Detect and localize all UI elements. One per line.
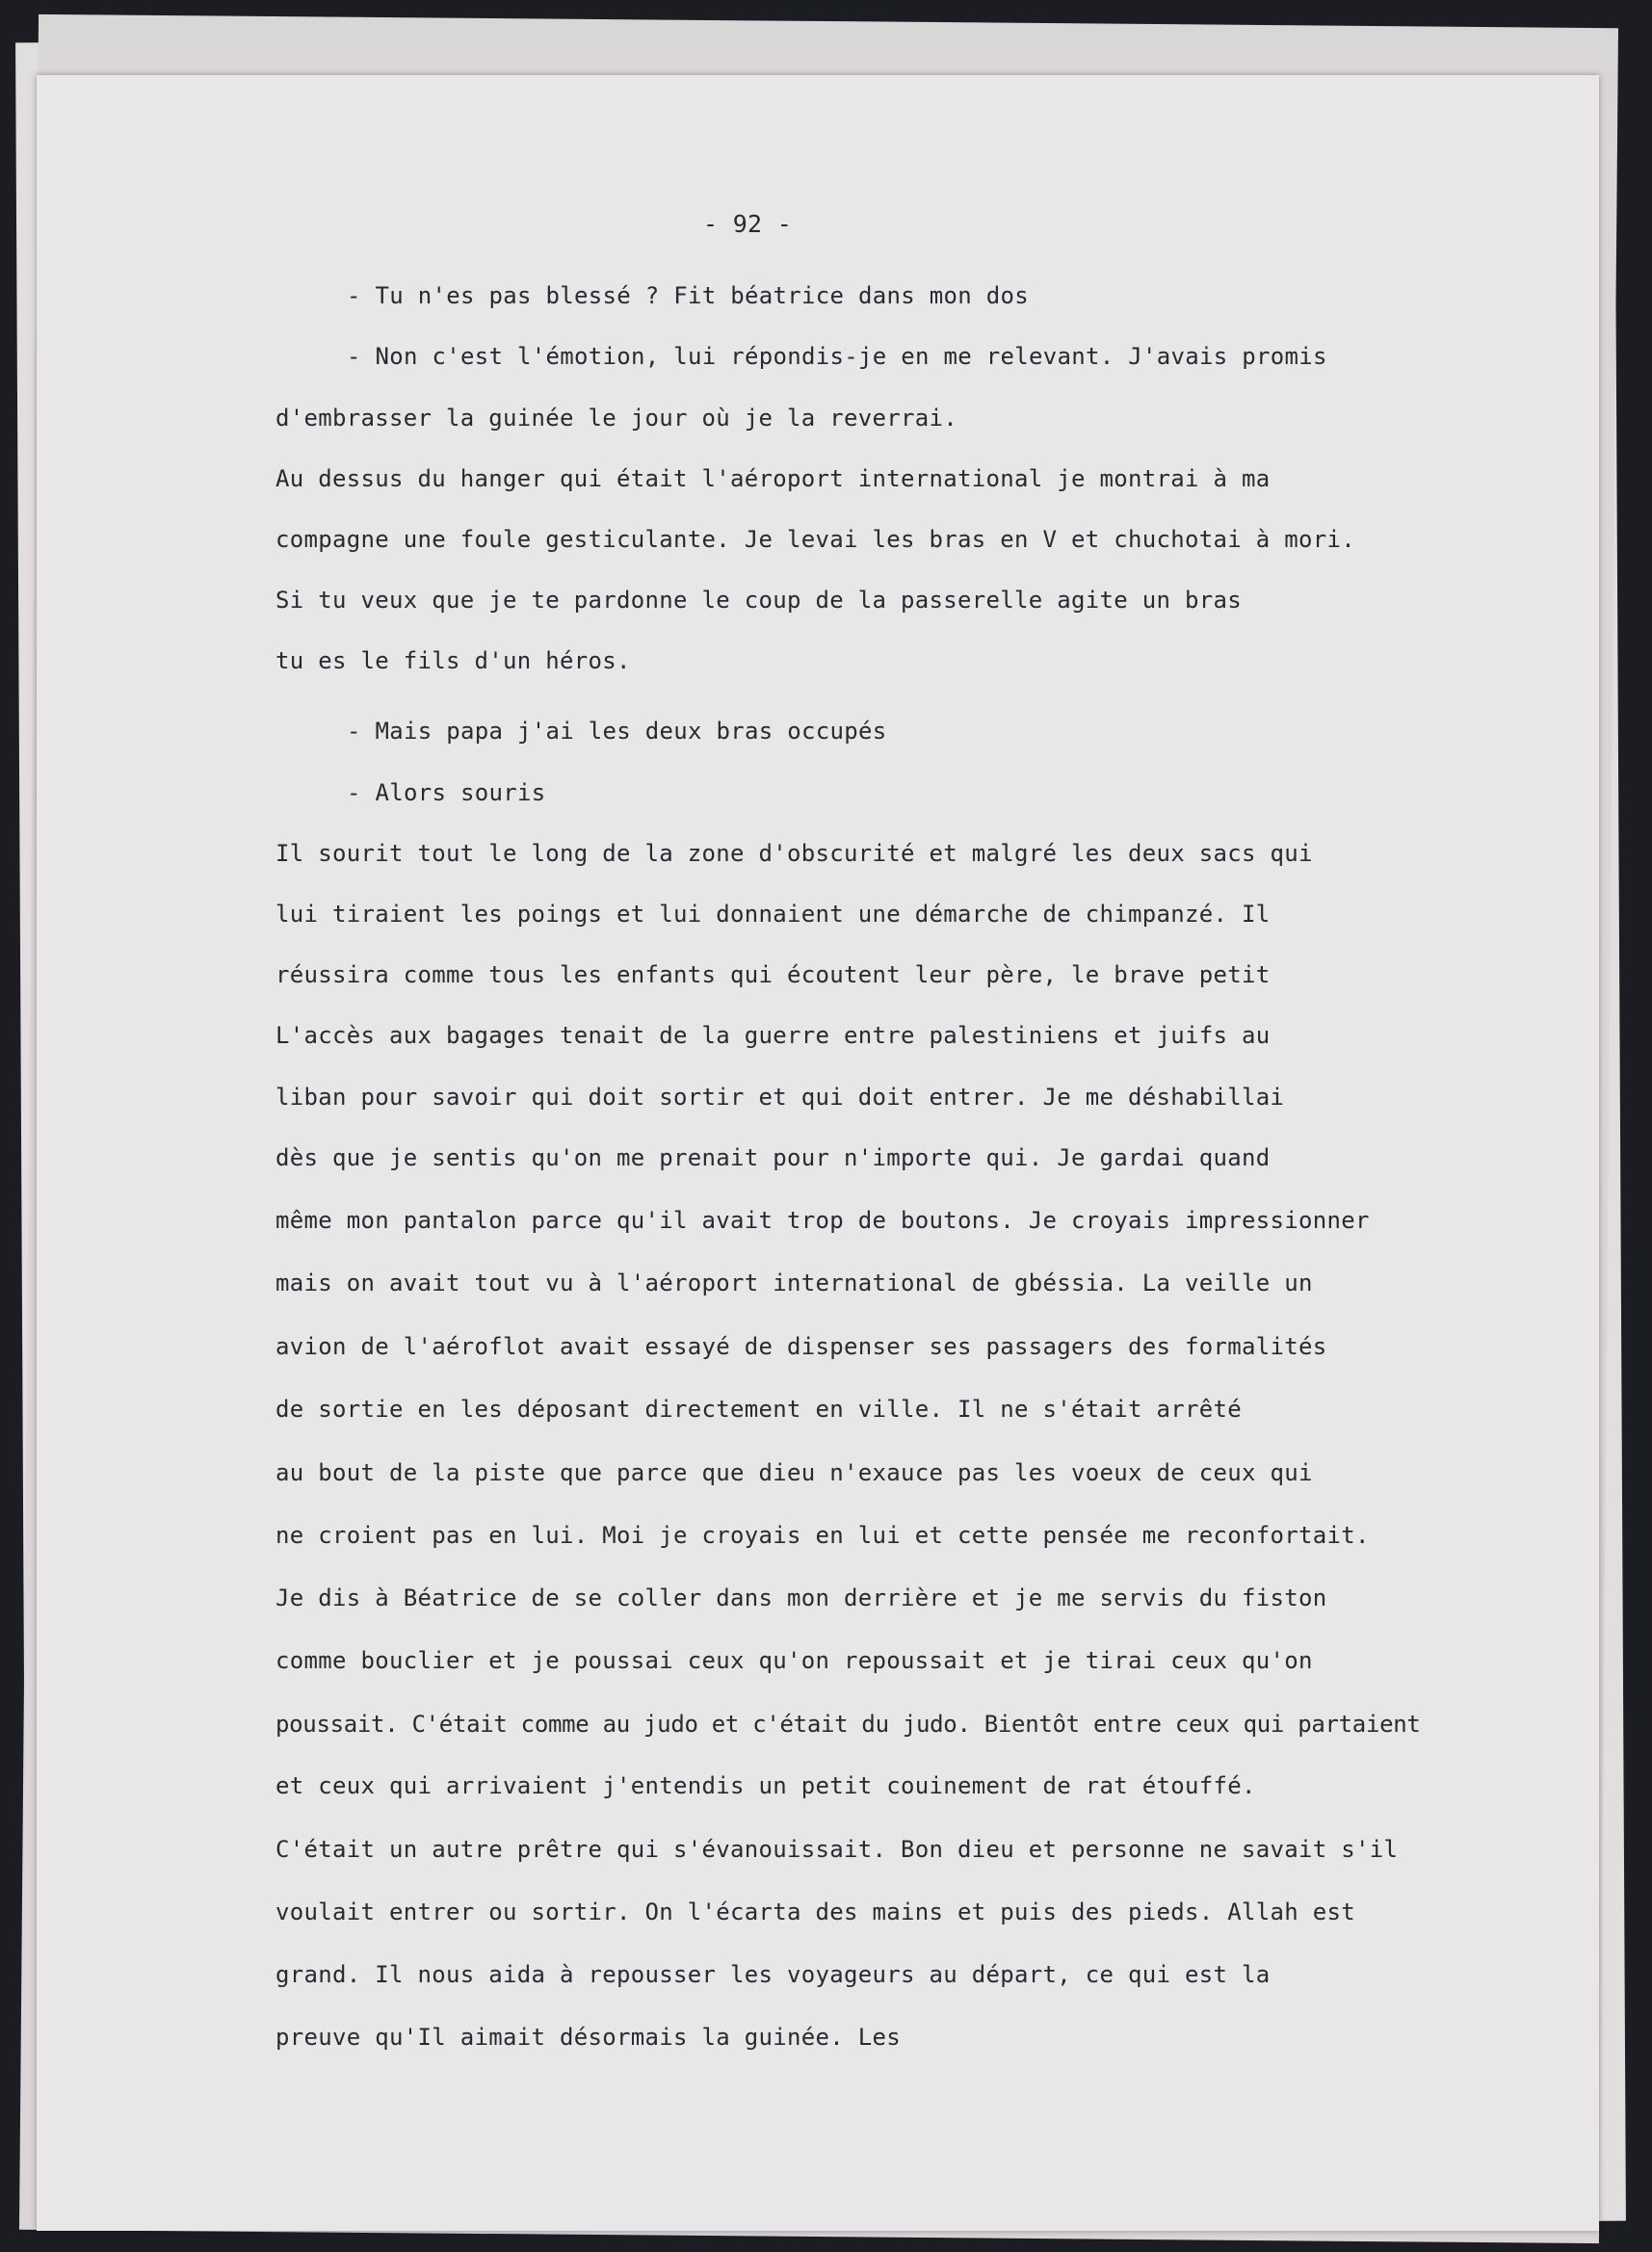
text-line: d'embrasser la guinée le jour où je la reverrai. xyxy=(275,405,957,432)
text-line: - Alors souris xyxy=(347,779,546,806)
text-line: voulait entrer ou sortir. On l'écarta des mains et puis des pieds. Allah est xyxy=(275,1898,1355,1925)
text-line: Si tu veux que je te pardonne le coup de la passerelle agite un bras xyxy=(275,587,1242,614)
text-line: réussira comme tous les enfants qui écoutent leur père, le brave petit xyxy=(275,961,1271,988)
text-line: Au dessus du hanger qui était l'aéroport international je montrai à ma xyxy=(275,465,1271,492)
text-line: - Tu n'es pas blessé ? Fit béatrice dans mon dos xyxy=(347,282,1029,309)
text-line: L'accès aux bagages tenait de la guerre entre palestiniens et juifs au xyxy=(275,1022,1271,1049)
text-line: preuve qu'Il aimait désormais la guinée. Les xyxy=(275,2024,901,2051)
text-line: compagne une foule gesticulante. Je levai les bras en V et chuchotai à mori. xyxy=(275,526,1355,553)
text-line: dès que je sentis qu'on me prenait pour n'importe qui. Je gardai quand xyxy=(275,1144,1271,1171)
text-line: même mon pantalon parce qu'il avait trop de boutons. Je croyais impressionner xyxy=(275,1207,1370,1234)
page-number: - 92 - xyxy=(703,210,793,238)
text-line: et ceux qui arrivaient j'entendis un petit couinement de rat étouffé. xyxy=(275,1772,1256,1799)
text-line: liban pour savoir qui doit sortir et qui doit entrer. Je me déshabillai xyxy=(275,1084,1285,1111)
text-line: au bout de la piste que parce que dieu n'exauce pas les voeux de ceux qui xyxy=(275,1459,1313,1486)
text-line: Il sourit tout le long de la zone d'obscurité et malgré les deux sacs qui xyxy=(275,840,1313,867)
text-line: Je dis à Béatrice de se coller dans mon derrière et je me servis du fiston xyxy=(275,1584,1327,1611)
text-line: avion de l'aéroflot avait essayé de dispenser ses passagers des formalités xyxy=(275,1333,1327,1360)
text-line: lui tiraient les poings et lui donnaient une démarche de chimpanzé. Il xyxy=(275,901,1271,928)
text-line: C'était un autre prêtre qui s'évanouissait. Bon dieu et personne ne savait s'il xyxy=(275,1836,1399,1863)
text-line: mais on avait tout vu à l'aéroport international de gbéssia. La veille un xyxy=(275,1270,1313,1296)
text-line: tu es le fils d'un héros. xyxy=(275,647,631,674)
text-line: - Non c'est l'émotion, lui répondis-je en me relevant. J'avais promis xyxy=(347,343,1327,370)
text-line: grand. Il nous aida à repousser les voyageurs au départ, ce qui est la xyxy=(275,1961,1271,1988)
text-line: - Mais papa j'ai les deux bras occupés xyxy=(347,718,887,745)
text-line: comme bouclier et je poussai ceux qu'on repoussait et je tirai ceux qu'on xyxy=(275,1647,1313,1674)
text-line: de sortie en les déposant directement en ville. Il ne s'était arrêté xyxy=(275,1396,1242,1423)
text-line: ne croient pas en lui. Moi je croyais en lui et cette pensée me reconfortait. xyxy=(275,1522,1370,1549)
text-line: poussait. C'était comme au judo et c'était du judo. Bientôt entre ceux qui partaient xyxy=(275,1711,1421,1738)
